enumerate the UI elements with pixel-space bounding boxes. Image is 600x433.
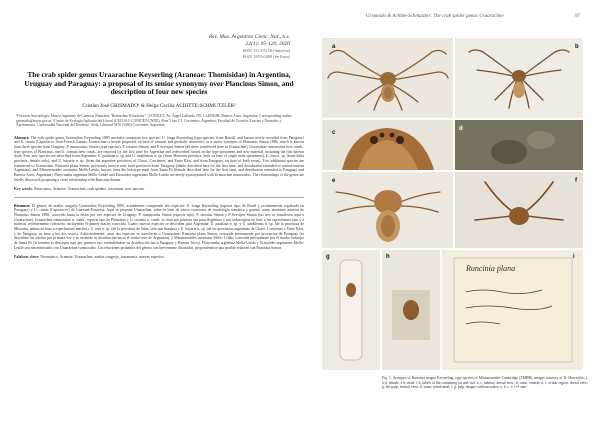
panel-label-i: i (573, 254, 575, 260)
keywords (14, 187, 304, 192)
specimen-image (382, 250, 440, 370)
spider-dorsal-image (322, 38, 453, 118)
abstract-label: Abstract: (14, 135, 30, 140)
closeup-image (455, 120, 583, 170)
page-number: 97 (575, 14, 580, 19)
vial-image (322, 250, 380, 370)
panel-b-spider-ventral (455, 38, 583, 118)
spider-ventral-image (455, 38, 583, 118)
panel-label-c: c (332, 130, 336, 136)
panel-d-closeup (455, 120, 583, 170)
running-header (300, 14, 590, 19)
article-column (14, 34, 304, 429)
panel-a-spider-dorsal (322, 38, 453, 118)
panel-label-g: g (326, 254, 330, 260)
panel-c-ocular-region (322, 120, 453, 170)
article-title: The crab spider genus Uraarachne Keyserling (Araneae: Thomisidae) in Argentina, Uruguay and Paraguay: a proposal of its senior synonymy over Plancinus Simon, and description of four new species (24, 70, 294, 97)
panel-g-vial (322, 250, 380, 370)
palabras-clave (14, 255, 304, 260)
panel-label-a: a (332, 44, 336, 50)
abstract (14, 136, 304, 183)
issn-print: ISSN 1514-5158 (impresa) (242, 48, 290, 53)
spider-body-image (322, 172, 453, 248)
journal-line-1: Rev. Mus. Argentino Cienc. Nat., n.s. (208, 34, 290, 40)
resumen-label: Resumen: (14, 203, 31, 208)
keywords-text: Neotropics, Araneae, Uraarachne, crab spiders, taxonomy, new species. (33, 187, 145, 192)
panel-label-f: f (575, 178, 577, 184)
panel-h-specimen (382, 250, 440, 370)
author-affiliations: ¹División Aracnología, Museo Argentino de Ciencias Naturales "Bernardino Rivadavia" - CONICET, Av. Ángel Gallardo 470, C1405DJR, Buenos Aires, Argentina. Corresponding author: grismado@macn.gov.ar; ²Centro de Ecología Aplicada del Litoral (CECOAL-CONICET-UNNE), Ruta 5 km 2.5, Corrientes, Argentina; Facultad de Ciencias Exactas y Naturales y Agrimensura, Universidad Nacional del Nordeste, Avda. Libertad 5470 (3400) Corrientes, Argentina. (16, 113, 293, 128)
journal-line-2: 22(1): 95-120, 2020 (245, 41, 290, 47)
keywords-label: Key words. (14, 187, 33, 192)
issn-online: ISSN 1853-0400 (en línea) (242, 53, 290, 59)
journal-info (14, 34, 290, 59)
section-divider (14, 197, 304, 198)
palabras-label: Palabras clave: (14, 255, 40, 260)
panel-e-spider-body (322, 172, 453, 248)
palp-image (455, 172, 583, 248)
ocular-region-image (322, 120, 453, 170)
running-title: Grismado & Achitte-Schmutzler: The crab spider genus Uraarachne (366, 14, 504, 19)
resumen-text: El género de arañas cangrejo Uraarachne Keyserling 1880, actualmente comprende dos especies: U. longa Keyserling (especie tipo, de Brasil y recientemente registrada en Paraguay) y U. cinnia (Caporiacco) de Guayana Francesa. Aquí se propone Uraarachne, sobre la base de varios caracteres de morfología somática y genital, como sinónimo anterior de Plancinus Simon 1886, conocido hasta la fecha por tres especies de Uruguay: P. rumusculus Simon (especie tipo), P. tarsatus Simon y P. brevipes Simon (las tres se transfieren aquí a Uraarachne). Uraarachne rumusculus n. comb., especie tipo de Plancinus y U. cornuta n. comb. se citan por primera vez para Argentina y son redescriptas en base a los especímenes tipo y a material recientemente colectado, incluyendo el primer macho conocido. Cuatro nuevas especies se describen para Argentina: U. pauliana n. sp. y U. tandilensis n. sp. (de la provincia de Misiones, ambas en base a especímenes machos), U. tern n. sp. (de la provincia de Salta, sólo una hembra) y U. bayarte n. sp. (de las provincias argentinas de Chaco, Corrientes y Entre Ríos, y de Paraguay, en base a los dos sexos). Adicionalmente, otras dos especies se transfieren a Uraarachne: Runcinia plana Simon, conocida previamente por provincias de Paraguay (se describen los adultos por primera vez y se extiende su distribución hacia el centro-este de Argentina), y Misumenoides uncinatus Mello-Leitão, conocida previamente por el macho holotipo de Santa Fe (la hembra es descripta aquí por primera vez, extendiéndose su distribución hacia Paraguay y Buenos Aires). Platycantha argentina Mello-Leitão y Erissoides argentinus Mello-Leitão son sinonimizadas con Uraarachne rumusculus. Las relaciones probables del género son brevemente discutidas, proponiéndose una posible relación con Runcinia Simon. (14, 203, 304, 250)
panel-label-h: h (386, 254, 390, 260)
article-authors: Cristian José GRISMADO¹ & Helga Cecilia ACHITTE-SCHMUTZLER² (82, 102, 236, 109)
figure-caption: Fig. 1. Syntypes of Runcinia magna Keyserling, type species of Misumenoides Cambridge (ZMHB), images courtesy of D. Harvey(inc.). a-d, female, e-h, male. i-h, labels of the containing jar and vial. a, c, habitus, dorsal view; b, same, ventral; d, f, ocular region, dorsal view; g, left palp, ventral view; h, same, retrolateral; i, g, palp, images without scales; a, b, c, e, f=1 mm. (382, 376, 588, 389)
panel-i-label (442, 250, 583, 370)
palabras-text: Neotrópico, Araneae, Uraarachne, arañas cangrejo, taxonomía, nuevas especies. (40, 255, 165, 260)
panel-label-e: e (332, 178, 336, 184)
label-tag-text: Runcinia plana (466, 264, 516, 273)
panel-label-d: d (459, 126, 463, 132)
abstract-text: The crab spider genus Uraarachne Keyserling 1880 currently comprises two species: U. longa Keyserling (type species, from Brazil), and known newly recorded from Paraguay) and U. cinnia (Caporiacco from French Guiana. Uraarachne is herein proposed, on base of somatic and genitalic characters, as a senior synonym of Plancinus Simon 1886, which is known from three species from Uruguay: P. rumusculus Simon (type species), P. tarsatus Simon, and P. brevipes Simon (all three transferred here to Uraarachne). Uraarachne rumusculus new comb., type species of Plancinus, and U. cornuta new comb., are reported for the first time for Argentina and redescribed, based on the type specimens and new material, including the first known male. Four new species are described from Argentina: U. pauliana n. sp. and U. tandilensis n. sp. (from Misiones province, both on base of single male specimens), U. tern n. sp. (from Salta province, female only), and U. bayarte n. sp. (from the argentine provinces of Chaco, Corrientes, and Entre Ríos, and from Paraguay, on base of both sexes). Two additional species are transferred to Uraarachne: Runcinia plana Simon, previously known only from provinces from Paraguay (adults described here for the first time, and distribution extended to central-eastern Argentina), and Misumenoides uncinatus Mello-Leitão, known from the holotype male from Santa Fe (female described here for the first time, and distribution extended to Paraguay and Buenos Aires, Argentina). Platycantha argentina Mello-Leitão and Erissoides argentinus Mello-Leitão are newly synonymized with Uraarachne rumusculus. The relationships of the genus are briefly discussed, proposing a close relationship with Runcinia Simon. (14, 135, 304, 182)
panel-label-b: b (575, 44, 579, 50)
resumen (14, 204, 304, 251)
panel-f-palp (455, 172, 583, 248)
